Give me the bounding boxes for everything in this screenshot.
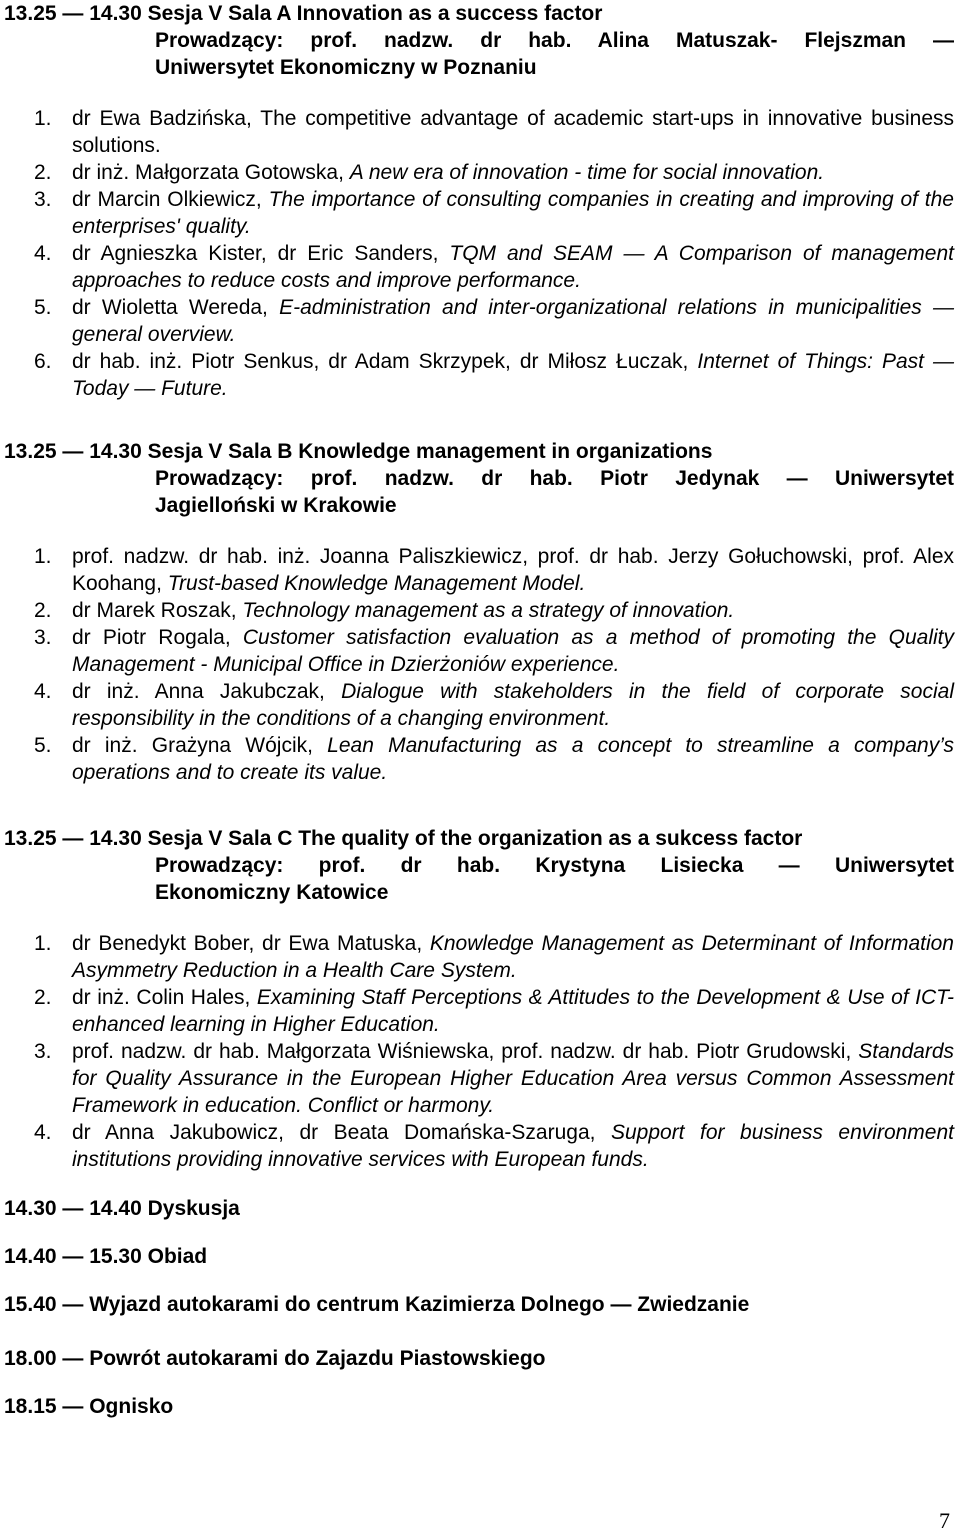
list-item: 1. prof. nadzw. dr hab. inż. Joanna Paliszkiewicz, prof. dr hab. Jerzy Gołuchowski, prof. Alex Koohang, Trust-based Knowledge Management Model. (34, 545, 954, 595)
session-c (4, 825, 954, 1173)
session-time: 13.25 — 14.30 (4, 440, 142, 463)
session-title: Sesja V Sala C The quality of the organization as a sukcess factor (147, 827, 803, 850)
list-item: 4. dr Anna Jakubowicz, dr Beata Domańska-Szaruga, Support for business environment institutions providing innovative services with European funds. (34, 1121, 954, 1171)
schedule-item: 14.40 — 15.30 Obiad (4, 1245, 208, 1268)
session-chair: Prowadzący: prof. nadzw. dr hab. Alina Matuszak- Flejszman — Uniwersytet Ekonomiczny w Poznaniu (155, 29, 954, 79)
list-item: 3. dr Marcin Olkiewicz, The importance of consulting companies in creating and improving of the enterprises' quality. (34, 188, 954, 238)
list-item: 4. dr inż. Anna Jakubczak, Dialogue with stakeholders in the field of corporate social responsibility in the conditions of a changing environment. (34, 680, 954, 730)
session-header (4, 0, 954, 81)
schedule-item: 14.30 — 14.40 Dyskusja (4, 1197, 240, 1220)
list-item: 2. dr inż. Colin Hales, Examining Staff Perceptions & Attitudes to the Development & Use of ICT-enhanced learning in Higher Education. (34, 986, 955, 1036)
list-item: 3. dr Piotr Rogala, Customer satisfaction evaluation as a method of promoting the Quality Management - Municipal Office in Dzierżoniów experience. (34, 626, 954, 676)
list-item: 5. dr inż. Grażyna Wójcik, Lean Manufacturing as a concept to streamline a company’s operations and to create its value. (34, 734, 954, 784)
schedule (4, 1195, 954, 1420)
session-title: Sesja V Sala A Innovation as a success factor (147, 2, 603, 25)
session-title: Sesja V Sala B Knowledge management in organizations (147, 440, 713, 463)
schedule-item: 18.15 — Ognisko (4, 1395, 174, 1418)
schedule-item: 18.00 — Powrót autokarami do Zajazdu Piastowskiego (4, 1347, 546, 1370)
session-chair: Prowadzący: prof. nadzw. dr hab. Piotr Jedynak — Uniwersytet Jagielloński w Krakowie (155, 467, 954, 517)
list-item: 1. dr Ewa Badzińska, The competitive advantage of academic start-ups in innovative business solutions. (34, 107, 955, 157)
session-time: 13.25 — 14.30 (4, 2, 142, 25)
list-item: 6. dr hab. inż. Piotr Senkus, dr Adam Skrzypek, dr Miłosz Łuczak, Internet of Things: Past — Today — Future. (34, 350, 954, 400)
list-item: 2. dr Marek Roszak, Technology management as a strategy of innovation. (34, 599, 735, 622)
session-time: 13.25 — 14.30 (4, 827, 142, 850)
session-chair: Prowadzący: prof. dr hab. Krystyna Lisiecka — Uniwersytet Ekonomiczny Katowice (155, 854, 954, 904)
page-number: 7 (939, 1508, 950, 1533)
list-item: 1. dr Benedykt Bober, dr Ewa Matuska, Knowledge Management as Determinant of Information Asymmetry Reduction in a Health Care System. (34, 932, 954, 982)
session-header (4, 825, 954, 906)
schedule-item: 15.40 — Wyjazd autokarami do centrum Kazimierza Dolnego — Zwiedzanie (4, 1293, 750, 1316)
document-page (4, 0, 954, 1420)
presentation-list (4, 543, 954, 786)
session-header (4, 438, 954, 519)
list-item: 3. prof. nadzw. dr hab. Małgorzata Wiśniewska, prof. nadzw. dr hab. Piotr Grudowski, Standards for Quality Assurance in the European Higher Education Area versus Common Assessment Framework in education. Conflict or harmony. (34, 1040, 954, 1117)
list-item: 5. dr Wioletta Wereda, E-administration and inter-organizational relations in municipalities — general overview. (34, 296, 954, 346)
presentation-list (4, 930, 954, 1173)
list-item: 4. dr Agnieszka Kister, dr Eric Sanders, TQM and SEAM — A Comparison of management approaches to reduce costs and improve performance. (34, 242, 954, 292)
session-a (4, 0, 954, 402)
presentation-list (4, 105, 954, 402)
session-b (4, 438, 954, 786)
list-item: 2. dr inż. Małgorzata Gotowska, A new era of innovation - time for social innovation. (34, 161, 825, 184)
